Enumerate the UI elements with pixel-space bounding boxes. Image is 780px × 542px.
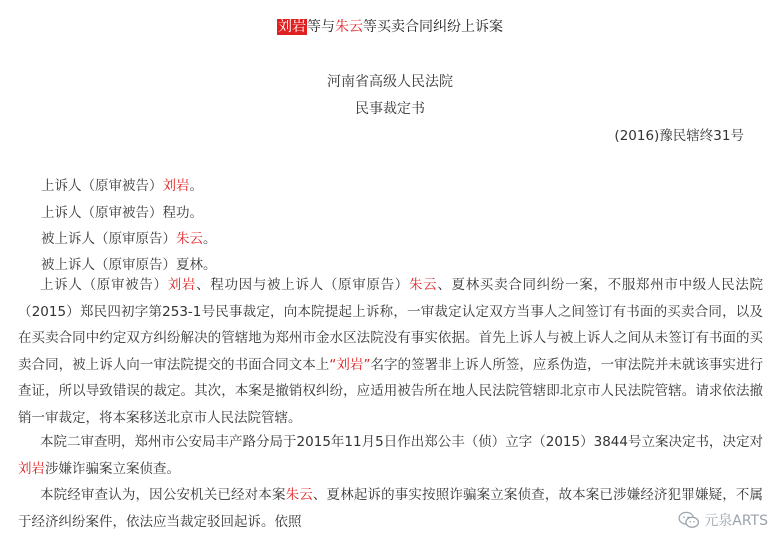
para-text: 本院二审查明，郑州市公安局丰产路分局于2015年11月5日作出郑公丰（侦）立字（2015）3844号立案决定书，决定对 <box>40 434 763 450</box>
title-text: 等与 <box>307 19 335 35</box>
party-name: 刘岩 <box>162 178 190 194</box>
para-text: 、程功因与被上诉人（原审原告） <box>196 277 409 293</box>
para-text: 名字的签署非上诉人所签，应系伪造，一审法院并未就该事实进行查证，所以导致错误的裁定。其次，本案是撤销权纠纷，应适用被告所在地人民法院管辖即北京市人民法院管辖。请求依法撤销一审裁定，将本案移送北京市人民法院管辖。 <box>18 356 764 426</box>
party-name: 刘岩 <box>167 277 197 293</box>
party-line <box>41 253 217 273</box>
party-name: 朱云 <box>176 231 203 247</box>
party-name: 朱云 <box>285 487 313 503</box>
court-name: 河南省高级人民法院 <box>327 74 453 90</box>
case-number: (2016)豫民辖终31号 <box>614 128 744 144</box>
party-name: 刘岩 <box>18 460 45 477</box>
party-role: 被上诉人（原审原告） <box>41 231 176 247</box>
party-line <box>41 227 217 247</box>
party-role: 被上诉人（原审原告） <box>41 257 176 273</box>
finding-paragraph <box>18 429 763 482</box>
document-type: 民事裁定书 <box>355 101 425 117</box>
wechat-icon <box>678 511 700 529</box>
party-name: 夏林 <box>176 257 203 273</box>
case-title <box>0 16 780 36</box>
title-name-highlight: 刘岩 <box>278 19 306 35</box>
appeal-paragraph <box>18 272 763 431</box>
party-line <box>41 201 203 221</box>
title-text: 等买卖合同纠纷上诉案 <box>363 19 503 35</box>
party-role: 上诉人（原审被告） <box>41 178 163 194</box>
para-text: 涉嫌诈骗案立案侦查。 <box>45 460 180 477</box>
para-text: 本院经审查认为，因公安机关已经对本案 <box>40 487 286 503</box>
party-role: 上诉人（原审被告） <box>41 205 163 221</box>
party-line <box>41 174 203 194</box>
title-name: 朱云 <box>335 19 363 35</box>
watermark-text: 元泉ARTS <box>704 513 768 529</box>
party-end: 。 <box>189 205 203 221</box>
reasoning-paragraph <box>18 482 763 535</box>
party-end: 。 <box>189 178 203 194</box>
para-text: 上诉人（原审被告） <box>40 277 168 293</box>
para-text: 、夏林买卖合同纠纷一案，不服郑州市中级人民法院（2015）郑民四初字第253-1号民事裁定，向本院提起上诉称，一审裁定认定双方当事人之间签订有书面的买卖合同，以及在买卖合同中约定双方纠纷解决的管辖地为郑州市金水区法院没有事实依据。首先上诉人与被上诉人之间从未签订有书面的买卖合同，被上诉人向一审法院提交的书面合同文本上 <box>18 277 764 373</box>
party-name: 朱云 <box>408 277 438 293</box>
party-name: “刘岩” <box>329 356 371 373</box>
watermark <box>678 510 768 530</box>
party-name: 程功 <box>162 205 190 221</box>
party-end: 。 <box>203 257 217 273</box>
party-end: 。 <box>203 231 217 247</box>
para-text: 、夏林起诉的事实按照诈骗案立案侦查，故本案已涉嫌经济犯罪嫌疑，不属于经济纠纷案件，依法应当裁定驳回起诉。依照 <box>18 487 764 530</box>
